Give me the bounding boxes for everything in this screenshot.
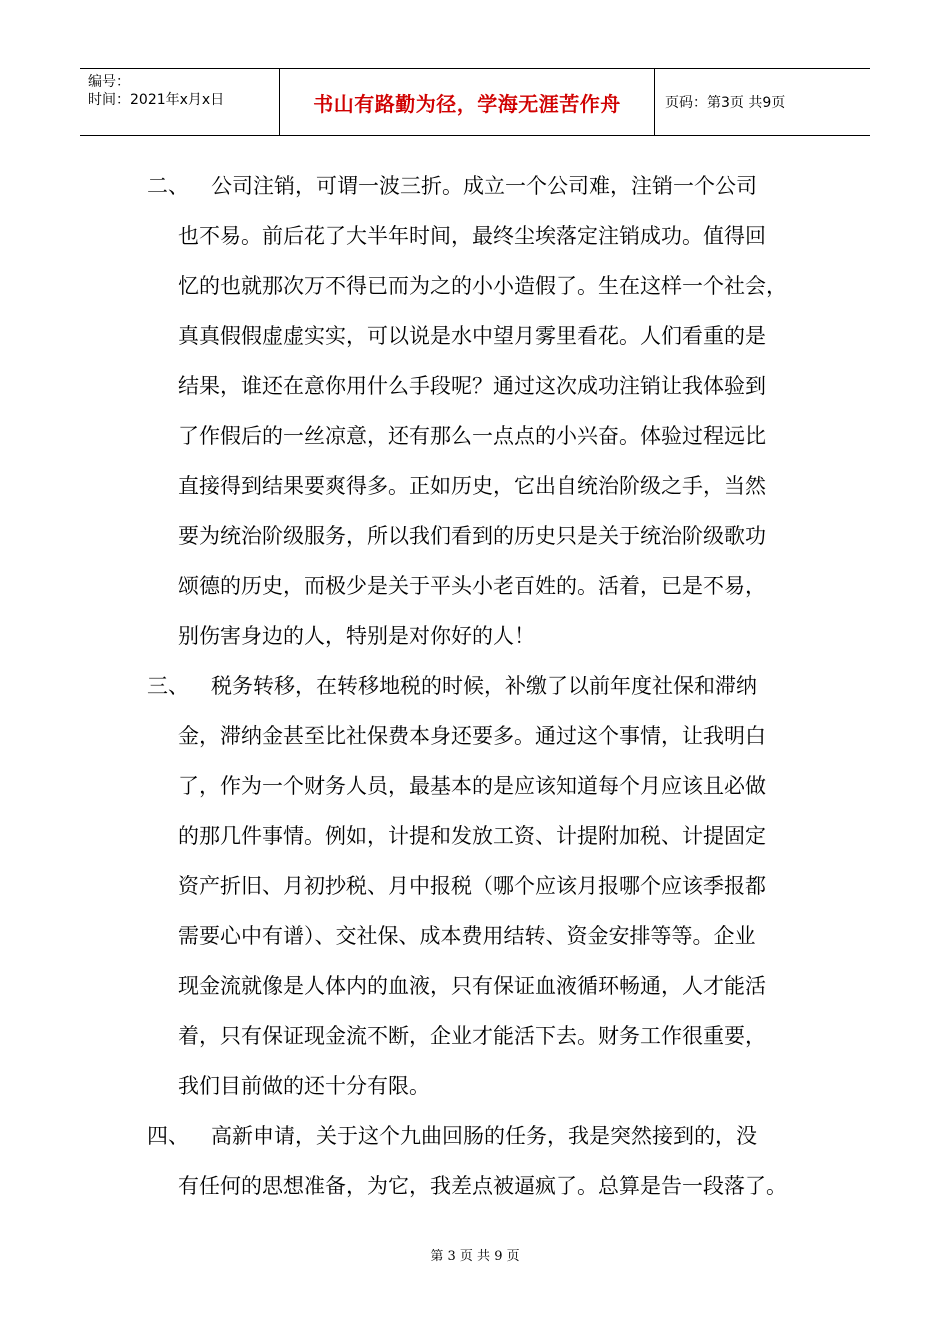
paragraph-line: 真真假假虚虚实实，可以说是水中望月雾里看花。人们看重的是 [178, 324, 766, 348]
paragraph-line: 有任何的思想准备，为它，我差点被逼疯了。总算是告一段落了。 [178, 1174, 787, 1198]
date-label: 时间：2021年x月x日 [88, 92, 225, 108]
paragraph-line: 颂德的历史，而极少是关于平头小老百姓的。活着，已是不易， [178, 574, 766, 598]
paragraph-line: 需要心中有谱）、交社保、成本费用结转、资金安排等等。企业 [178, 924, 756, 948]
paragraph-line: 忆的也就那次万不得已而为之的小小造假了。生在这样一个社会， [178, 274, 787, 298]
paragraph-line: 我们目前做的还十分有限。 [178, 1074, 430, 1098]
document-header [80, 68, 870, 136]
paragraph-line: 直接得到结果要爽得多。正如历史，它出自统治阶级之手，当然 [178, 474, 766, 498]
section-numeral: 四、 [147, 1124, 189, 1148]
paragraph-line: 要为统治阶级服务，所以我们看到的历史只是关于统治阶级歌功 [178, 524, 766, 548]
paragraph-line: 金，滞纳金甚至比社保费本身还要多。通过这个事情，让我明白 [178, 724, 766, 748]
paragraph-line: 税务转移，在转移地税的时候，补缴了以前年度社保和滞纳 [211, 674, 757, 698]
header-motto-cell [280, 69, 655, 135]
header-page-cell [655, 69, 870, 135]
paragraph-line: 资产折旧、月初抄税、月中报税（哪个应该月报哪个应该季报都 [178, 874, 766, 898]
header-meta-cell [80, 69, 280, 135]
paragraph-line: 了，作为一个财务人员，最基本的是应该知道每个月应该且必做 [178, 774, 766, 798]
paragraph-line: 结果，谁还在意你用什么手段呢？通过这次成功注销让我体验到 [178, 374, 766, 398]
number-label: 编号： [88, 74, 130, 90]
page-code: 页码：第3页 共9页 [665, 95, 786, 111]
paragraph-line: 的那几件事情。例如，计提和发放工资、计提附加税、计提固定 [178, 824, 766, 848]
section-numeral: 二、 [147, 174, 189, 198]
section-numeral: 三、 [147, 674, 189, 698]
paragraph-line: 也不易。前后花了大半年时间，最终尘埃落定注销成功。值得回 [178, 224, 766, 248]
paragraph-line: 着，只有保证现金流不断，企业才能活下去。财务工作很重要， [178, 1024, 766, 1048]
page-footer [0, 1245, 950, 1264]
paragraph-line: 别伤害身边的人，特别是对你好的人！ [178, 624, 535, 648]
motto-text: 书山有路勤为径，学海无涯苦作舟 [313, 91, 621, 116]
paragraph-line: 现金流就像是人体内的血液，只有保证血液循环畅通，人才能活 [178, 974, 766, 998]
paragraph-line: 了作假后的一丝凉意，还有那么一点点的小兴奋。体验过程远比 [178, 424, 766, 448]
paragraph-line: 公司注销，可谓一波三折。成立一个公司难，注销一个公司 [211, 174, 757, 198]
footer-page-number: 第 3 页 共 9 页 [430, 1249, 520, 1264]
paragraph-line: 高新申请，关于这个九曲回肠的任务，我是突然接到的，没 [211, 1124, 757, 1148]
